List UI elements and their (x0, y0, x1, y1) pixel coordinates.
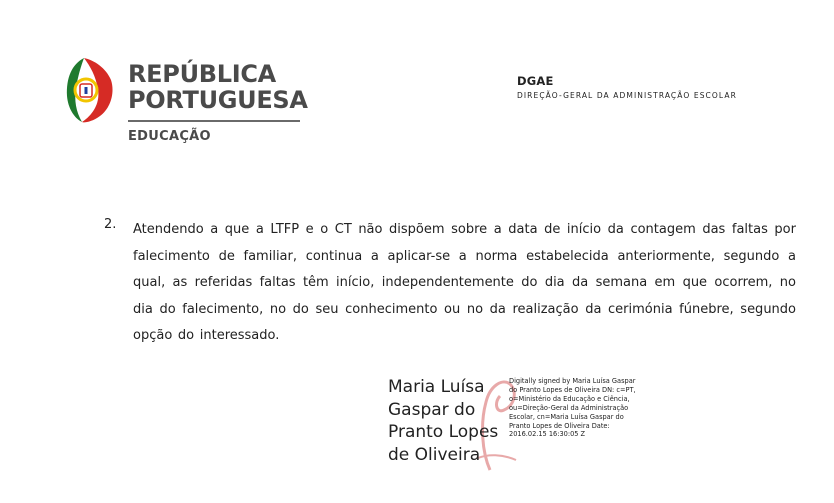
logo-line-republica: REPÚBLICA (128, 60, 276, 88)
paragraph-number: 2. (104, 217, 117, 232)
paragraph-text: Atendendo a que a LTFP e o CT não dispõem sobre a data de início da contagem das faltas por falecimento de familiar, continua a aplicar-se a norma estabelecida anteriormente, segundo a qual, as referidas faltas têm início, independentemente do dia da semana em que ocorrem, no dia do falecimento, no do seu conhecimento ou no da realização da cerimónia fúnebre, segundo opção do interessado. (133, 222, 796, 343)
logo-department: EDUCAÇÃO (128, 129, 211, 144)
logo-line-portuguesa: PORTUGUESA (128, 86, 308, 114)
signer-name: Maria Luísa Gaspar do Pranto Lopes de Oliveira (388, 377, 499, 465)
organization-header (517, 74, 737, 100)
digital-signature-block (388, 374, 638, 474)
logo-divider (128, 120, 300, 122)
signature-details: Digitally signed by Maria Luísa Gaspar do Pranto Lopes de Oliveira DN: c=PT, o=Ministério da Educação e Ciência, ou=Direção-Geral da Administração Escolar, cn=Maria Luísa Gaspar do Pranto Lopes de Oliveira Date: 2016.02.15 16:30:05 Z (509, 377, 636, 439)
org-abbreviation: DGAE (517, 74, 554, 88)
republica-portuguesa-logo (64, 54, 308, 154)
numbered-paragraph (104, 217, 796, 350)
org-full-name: DIREÇÃO-GERAL DA ADMINISTRAÇÃO ESCOLAR (517, 91, 737, 100)
portuguese-flag-emblem-icon (64, 56, 114, 124)
